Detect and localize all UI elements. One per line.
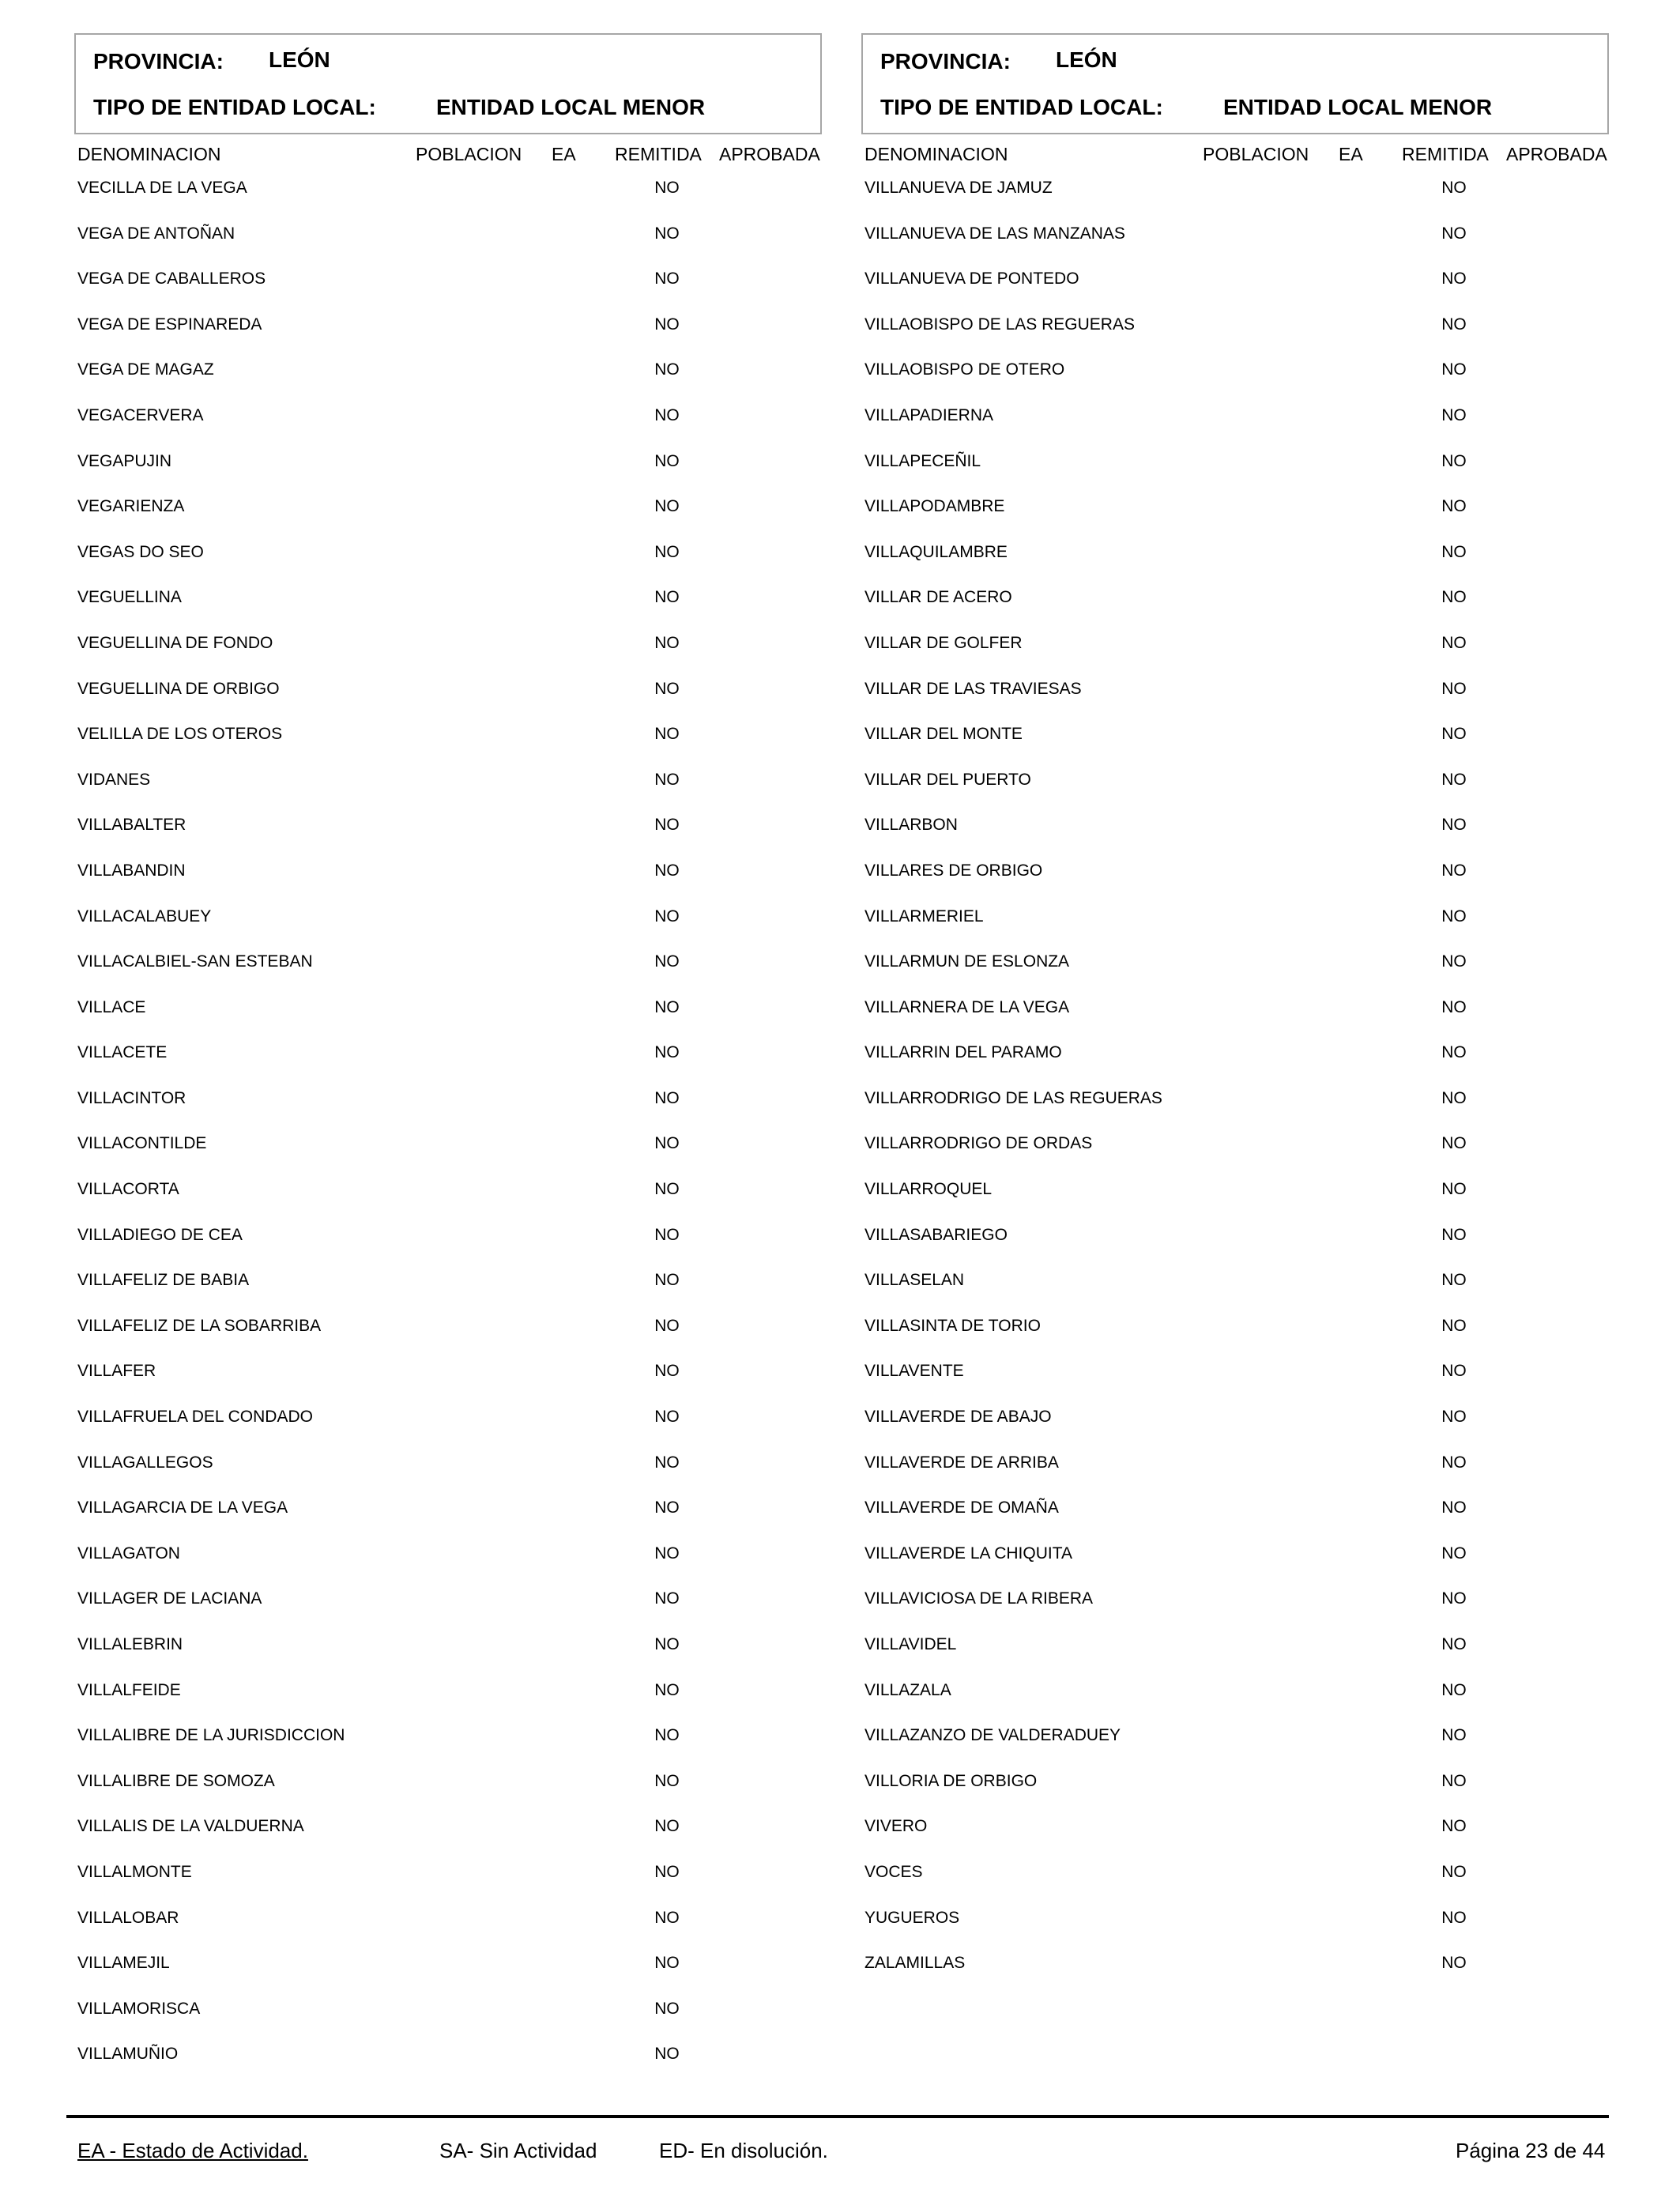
row-remitida: NO	[654, 997, 680, 1016]
table-row	[861, 1035, 1609, 1081]
row-denominacion: VILLARBON	[864, 816, 958, 835]
row-denominacion: VILLARRODRIGO DE ORDAS	[864, 1134, 1093, 1153]
row-remitida: NO	[1441, 861, 1467, 880]
row-remitida: NO	[654, 1362, 680, 1381]
table-row	[861, 672, 1609, 718]
col-denominacion: DENOMINACION	[864, 144, 1008, 164]
row-denominacion: VILLASABARIEGO	[864, 1225, 1008, 1244]
table-row	[74, 1855, 822, 1901]
col-poblacion: POBLACION	[416, 144, 522, 164]
table-row	[861, 352, 1609, 398]
col-remitida: REMITIDA	[1402, 144, 1489, 164]
table-row	[861, 1354, 1609, 1400]
row-denominacion: VEGAS DO SEO	[77, 542, 204, 561]
row-denominacion: VILLAQUILAMBRE	[864, 542, 1008, 561]
row-remitida: NO	[654, 1088, 680, 1107]
row-denominacion: VILLAVIDEL	[864, 1635, 957, 1653]
row-denominacion: VILLANUEVA DE JAMUZ	[864, 179, 1053, 197]
row-denominacion: VILLAFELIZ DE LA SOBARRIBA	[77, 1316, 322, 1335]
row-remitida: NO	[1441, 1635, 1467, 1653]
table-row	[861, 1263, 1609, 1309]
row-denominacion: VILLALMONTE	[77, 1862, 192, 1881]
table-row	[74, 899, 822, 945]
row-remitida: NO	[654, 542, 680, 561]
row-denominacion: VILLAR DE LAS TRAVIESAS	[864, 679, 1082, 698]
table-row	[74, 1354, 822, 1400]
row-denominacion: VILLANUEVA DE PONTEDO	[864, 270, 1079, 288]
footer-ea-note: EA - Estado de Actividad.	[77, 2139, 308, 2162]
table-row	[74, 2037, 822, 2083]
table-row	[861, 1126, 1609, 1172]
row-denominacion: VILLAPODAMBRE	[864, 497, 1005, 516]
row-remitida: NO	[654, 679, 680, 698]
panel-left	[74, 33, 822, 2083]
row-remitida: NO	[1441, 1088, 1467, 1107]
row-remitida: NO	[654, 1954, 680, 1973]
table-row	[861, 899, 1609, 945]
row-denominacion: VILLALIBRE DE LA JURISDICCION	[77, 1726, 345, 1745]
table-row	[861, 1218, 1609, 1264]
row-denominacion: VILLAMUÑIO	[77, 2045, 179, 2064]
table-row	[74, 1035, 822, 1081]
table-row	[74, 626, 822, 672]
row-denominacion: VILLACALBIEL-SAN ESTEBAN	[77, 952, 313, 971]
footer-sa-note: SA- Sin Actividad	[439, 2139, 597, 2162]
row-denominacion: VILLAOBISPO DE LAS REGUERAS	[864, 315, 1135, 334]
row-denominacion: VILLACALABUEY	[77, 907, 212, 925]
page-number: Página 23 de 44	[1456, 2139, 1606, 2162]
row-remitida: NO	[654, 1408, 680, 1427]
footer-ed-note: ED- En disolución.	[659, 2139, 828, 2162]
row-denominacion: VEGUELLINA	[77, 588, 182, 607]
row-remitida: NO	[654, 1862, 680, 1881]
row-remitida: NO	[654, 1498, 680, 1517]
row-remitida: NO	[654, 861, 680, 880]
row-remitida: NO	[1441, 770, 1467, 789]
row-remitida: NO	[1441, 542, 1467, 561]
row-denominacion: VILLAGER DE LACIANA	[77, 1589, 262, 1608]
row-remitida: NO	[654, 1544, 680, 1563]
row-denominacion: VELILLA DE LOS OTEROS	[77, 725, 283, 744]
table-row	[861, 444, 1609, 490]
row-denominacion: VECILLA DE LA VEGA	[77, 179, 247, 197]
row-remitida: NO	[1441, 1362, 1467, 1381]
row-remitida: NO	[1441, 997, 1467, 1016]
table-row	[861, 1491, 1609, 1536]
row-remitida: NO	[1441, 907, 1467, 925]
row-remitida: NO	[1441, 1408, 1467, 1427]
table-row	[74, 1126, 822, 1172]
row-remitida: NO	[1441, 179, 1467, 197]
row-remitida: NO	[654, 224, 680, 243]
row-remitida: NO	[1441, 1954, 1467, 1973]
table-row	[74, 1673, 822, 1719]
row-remitida: NO	[1441, 224, 1467, 243]
table-row	[74, 990, 822, 1036]
row-remitida: NO	[1441, 315, 1467, 334]
row-remitida: NO	[1441, 816, 1467, 835]
row-denominacion: VILLALIS DE LA VALDUERNA	[77, 1817, 304, 1836]
table-row	[74, 217, 822, 262]
tipo-value: ENTIDAD LOCAL MENOR	[1223, 95, 1493, 119]
table-row	[74, 1581, 822, 1627]
provincia-value: LEÓN	[269, 47, 330, 72]
row-remitida: NO	[654, 1635, 680, 1653]
row-remitida: NO	[654, 1680, 680, 1699]
table-row	[861, 262, 1609, 307]
table-row	[861, 217, 1609, 262]
row-remitida: NO	[654, 816, 680, 835]
table-row	[74, 1809, 822, 1855]
row-denominacion: VILLAGATON	[77, 1544, 180, 1563]
row-remitida: NO	[1441, 1726, 1467, 1745]
col-aprobada: APROBADA	[1506, 144, 1607, 164]
column-headers	[861, 134, 1609, 171]
entity-list	[74, 171, 822, 2083]
table-row	[861, 535, 1609, 581]
table-row	[861, 1718, 1609, 1764]
table-row	[861, 1309, 1609, 1355]
table-row	[74, 1627, 822, 1673]
row-denominacion: VILLAVERDE DE ABAJO	[864, 1408, 1052, 1427]
row-denominacion: VILLARES DE ORBIGO	[864, 861, 1043, 880]
row-denominacion: VILLAR DE ACERO	[864, 588, 1012, 607]
row-denominacion: VILLAPECEÑIL	[864, 451, 981, 470]
provincia-label: PROVINCIA:	[93, 49, 224, 74]
row-remitida: NO	[1441, 679, 1467, 698]
table-row	[74, 808, 822, 854]
table-row	[74, 307, 822, 353]
row-remitida: NO	[654, 633, 680, 652]
row-denominacion: VILLADIEGO DE CEA	[77, 1225, 243, 1244]
row-denominacion: VILLALFEIDE	[77, 1680, 181, 1699]
row-remitida: NO	[654, 1726, 680, 1745]
provincia-label: PROVINCIA:	[880, 49, 1011, 74]
table-row	[861, 1901, 1609, 1947]
table-row	[74, 1172, 822, 1218]
row-denominacion: VOCES	[864, 1862, 923, 1881]
table-row	[861, 1172, 1609, 1218]
row-remitida: NO	[1441, 1862, 1467, 1881]
table-row	[861, 1627, 1609, 1673]
row-denominacion: VIDANES	[77, 770, 151, 789]
table-row	[74, 763, 822, 809]
row-denominacion: VEGARIENZA	[77, 497, 185, 516]
row-remitida: NO	[1441, 360, 1467, 379]
row-remitida: NO	[654, 1134, 680, 1153]
table-row	[861, 580, 1609, 626]
table-row	[861, 171, 1609, 217]
table-row	[74, 1491, 822, 1536]
row-remitida: NO	[654, 770, 680, 789]
row-denominacion: VILLANUEVA DE LAS MANZANAS	[864, 224, 1125, 243]
table-row	[74, 489, 822, 535]
row-remitida: NO	[1441, 1771, 1467, 1790]
row-remitida: NO	[654, 1225, 680, 1244]
table-row	[861, 1946, 1609, 1992]
table-row	[74, 1263, 822, 1309]
row-remitida: NO	[1441, 1498, 1467, 1517]
row-remitida: NO	[654, 1180, 680, 1199]
column-headers	[74, 134, 822, 171]
table-row	[861, 944, 1609, 990]
row-remitida: NO	[1441, 1043, 1467, 1062]
table-row	[861, 854, 1609, 899]
row-denominacion: VILLACETE	[77, 1043, 168, 1062]
table-row	[74, 944, 822, 990]
row-denominacion: VILLABALTER	[77, 816, 186, 835]
row-denominacion: VILLAVERDE DE OMAÑA	[864, 1498, 1059, 1517]
row-denominacion: VEGAPUJIN	[77, 451, 172, 470]
row-denominacion: VILLASINTA DE TORIO	[864, 1316, 1041, 1335]
row-denominacion: VILLARNERA DE LA VEGA	[864, 997, 1070, 1016]
col-aprobada: APROBADA	[719, 144, 820, 164]
panel-right	[861, 33, 1609, 1992]
row-remitida: NO	[654, 1771, 680, 1790]
col-denominacion: DENOMINACION	[77, 144, 221, 164]
row-denominacion: VILLALOBAR	[77, 1908, 179, 1927]
row-denominacion: VILLORIA DE ORBIGO	[864, 1771, 1038, 1790]
table-row	[861, 763, 1609, 809]
row-remitida: NO	[654, 315, 680, 334]
row-denominacion: VILLAVENTE	[864, 1362, 964, 1381]
row-denominacion: VILLAZANZO DE VALDERADUEY	[864, 1726, 1121, 1745]
row-denominacion: VILLALIBRE DE SOMOZA	[77, 1771, 275, 1790]
row-denominacion: VILLAFELIZ DE BABIA	[77, 1271, 250, 1290]
row-remitida: NO	[654, 1453, 680, 1472]
footer-divider	[66, 2115, 1609, 2118]
row-remitida: NO	[654, 1817, 680, 1836]
row-denominacion: VILLAOBISPO DE OTERO	[864, 360, 1065, 379]
table-row	[74, 1536, 822, 1582]
col-remitida: REMITIDA	[615, 144, 702, 164]
col-ea: EA	[552, 144, 576, 164]
row-denominacion: VILLALEBRIN	[77, 1635, 183, 1653]
row-denominacion: VILLAGALLEGOS	[77, 1453, 213, 1472]
table-row	[861, 717, 1609, 763]
provincia-value: LEÓN	[1056, 47, 1117, 72]
table-row	[74, 352, 822, 398]
table-row	[861, 1581, 1609, 1627]
tipo-label: TIPO DE ENTIDAD LOCAL:	[93, 95, 376, 119]
row-denominacion: VEGA DE ANTOÑAN	[77, 224, 235, 243]
row-denominacion: VILLACONTILDE	[77, 1134, 207, 1153]
table-row	[861, 626, 1609, 672]
row-denominacion: VILLAR DE GOLFER	[864, 633, 1023, 652]
table-row	[74, 1992, 822, 2038]
row-denominacion: VEGA DE ESPINAREDA	[77, 315, 262, 334]
row-remitida: NO	[654, 1999, 680, 2018]
row-remitida: NO	[654, 1908, 680, 1927]
row-denominacion: YUGUEROS	[864, 1908, 960, 1927]
col-poblacion: POBLACION	[1203, 144, 1309, 164]
row-remitida: NO	[654, 179, 680, 197]
row-remitida: NO	[1441, 451, 1467, 470]
row-denominacion: VEGA DE MAGAZ	[77, 360, 214, 379]
table-row	[861, 808, 1609, 854]
row-denominacion: VILLAMEJIL	[77, 1954, 170, 1973]
row-remitida: NO	[1441, 1908, 1467, 1927]
table-row	[74, 1946, 822, 1992]
row-denominacion: VILLAPADIERNA	[864, 405, 994, 424]
row-denominacion: VILLAVERDE LA CHIQUITA	[864, 1544, 1072, 1563]
row-remitida: NO	[1441, 1225, 1467, 1244]
row-remitida: NO	[654, 907, 680, 925]
panel-header	[861, 33, 1609, 134]
row-remitida: NO	[654, 360, 680, 379]
table-row	[861, 1400, 1609, 1446]
row-denominacion: VIVERO	[864, 1817, 928, 1836]
row-denominacion: VILLACORTA	[77, 1180, 179, 1199]
table-row	[861, 1673, 1609, 1719]
table-row	[861, 1855, 1609, 1901]
row-remitida: NO	[1441, 497, 1467, 516]
row-remitida: NO	[654, 2045, 680, 2064]
entity-list	[861, 171, 1609, 1992]
row-remitida: NO	[654, 588, 680, 607]
row-denominacion: VEGUELLINA DE ORBIGO	[77, 679, 280, 698]
table-row	[74, 717, 822, 763]
row-denominacion: VILLAZALA	[864, 1680, 951, 1699]
col-ea: EA	[1339, 144, 1363, 164]
row-denominacion: ZALAMILLAS	[864, 1954, 966, 1973]
table-row	[861, 1536, 1609, 1582]
row-remitida: NO	[1441, 1544, 1467, 1563]
table-row	[74, 580, 822, 626]
row-remitida: NO	[1441, 952, 1467, 971]
row-remitida: NO	[654, 1589, 680, 1608]
table-row	[861, 1081, 1609, 1127]
row-remitida: NO	[654, 1043, 680, 1062]
row-denominacion: VEGUELLINA DE FONDO	[77, 633, 273, 652]
tipo-value: ENTIDAD LOCAL MENOR	[436, 95, 706, 119]
table-row	[74, 171, 822, 217]
row-remitida: NO	[654, 497, 680, 516]
row-remitida: NO	[654, 1271, 680, 1290]
row-denominacion: VEGACERVERA	[77, 405, 204, 424]
table-row	[74, 262, 822, 307]
row-denominacion: VILLAR DEL MONTE	[864, 725, 1023, 744]
row-remitida: NO	[1441, 1180, 1467, 1199]
table-row	[74, 1764, 822, 1810]
row-denominacion: VILLAFER	[77, 1362, 156, 1381]
table-row	[861, 990, 1609, 1036]
row-remitida: NO	[654, 405, 680, 424]
row-remitida: NO	[1441, 270, 1467, 288]
row-denominacion: VILLARRODRIGO DE LAS REGUERAS	[864, 1088, 1162, 1107]
table-row	[74, 1081, 822, 1127]
row-denominacion: VILLAGARCIA DE LA VEGA	[77, 1498, 288, 1517]
row-denominacion: VILLASELAN	[864, 1271, 965, 1290]
row-remitida: NO	[1441, 1589, 1467, 1608]
row-denominacion: VEGA DE CABALLEROS	[77, 270, 266, 288]
table-row	[861, 489, 1609, 535]
row-remitida: NO	[654, 270, 680, 288]
tipo-label: TIPO DE ENTIDAD LOCAL:	[880, 95, 1163, 119]
row-denominacion: VILLARMERIEL	[864, 907, 984, 925]
row-remitida: NO	[654, 451, 680, 470]
row-denominacion: VILLARROQUEL	[864, 1180, 993, 1199]
row-remitida: NO	[1441, 1680, 1467, 1699]
table-row	[74, 1718, 822, 1764]
table-row	[74, 398, 822, 444]
table-row	[861, 1446, 1609, 1491]
row-remitida: NO	[1441, 1271, 1467, 1290]
row-denominacion: VILLAVICIOSA DE LA RIBERA	[864, 1589, 1094, 1608]
table-row	[861, 1764, 1609, 1810]
row-denominacion: VILLABANDIN	[77, 861, 186, 880]
table-row	[861, 398, 1609, 444]
row-remitida: NO	[1441, 1817, 1467, 1836]
row-remitida: NO	[654, 1316, 680, 1335]
table-row	[74, 1218, 822, 1264]
table-row	[861, 1809, 1609, 1855]
row-denominacion: VILLACE	[77, 997, 146, 1016]
table-row	[74, 535, 822, 581]
table-row	[74, 854, 822, 899]
row-denominacion: VILLAMORISCA	[77, 1999, 201, 2018]
table-row	[74, 1309, 822, 1355]
table-row	[74, 1446, 822, 1491]
row-remitida: NO	[1441, 633, 1467, 652]
row-denominacion: VILLAR DEL PUERTO	[864, 770, 1031, 789]
table-row	[861, 307, 1609, 353]
row-remitida: NO	[1441, 1453, 1467, 1472]
row-denominacion: VILLARRIN DEL PARAMO	[864, 1043, 1062, 1062]
table-row	[74, 672, 822, 718]
table-row	[74, 1400, 822, 1446]
row-denominacion: VILLAVERDE DE ARRIBA	[864, 1453, 1059, 1472]
row-remitida: NO	[1441, 1134, 1467, 1153]
row-denominacion: VILLARMUN DE ESLONZA	[864, 952, 1070, 971]
row-denominacion: VILLACINTOR	[77, 1088, 186, 1107]
table-row	[74, 1901, 822, 1947]
row-remitida: NO	[1441, 1316, 1467, 1335]
row-remitida: NO	[1441, 405, 1467, 424]
panel-header	[74, 33, 822, 134]
row-remitida: NO	[1441, 725, 1467, 744]
row-remitida: NO	[654, 725, 680, 744]
table-row	[74, 444, 822, 490]
row-remitida: NO	[1441, 588, 1467, 607]
row-remitida: NO	[654, 952, 680, 971]
row-denominacion: VILLAFRUELA DEL CONDADO	[77, 1408, 313, 1427]
